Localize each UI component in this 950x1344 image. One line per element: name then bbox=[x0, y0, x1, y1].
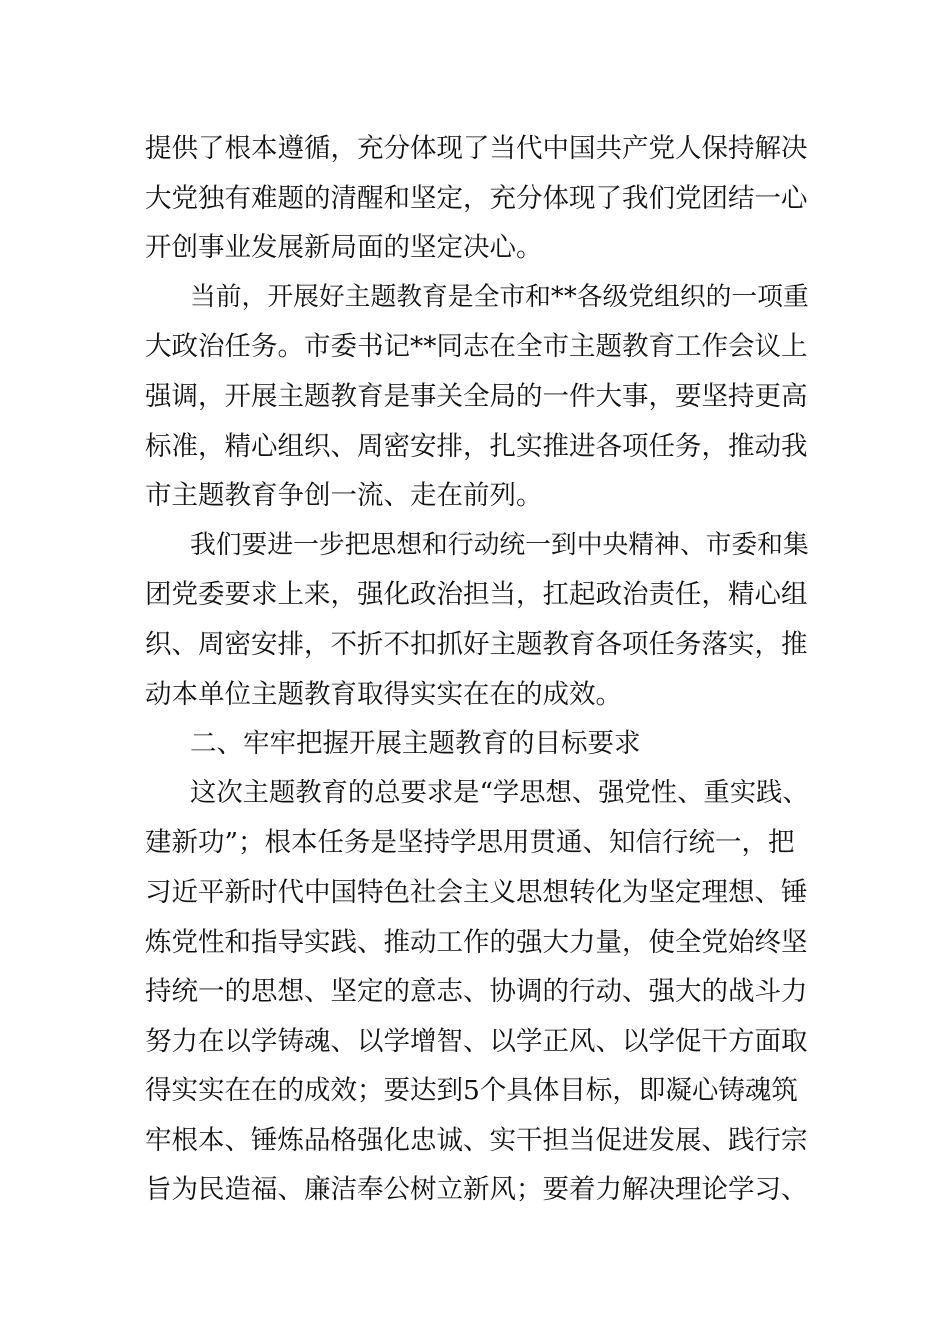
text-line: 强调，开展主题教育是事关全局的一件大事，要坚持更高 bbox=[145, 380, 808, 412]
text-line: 建新功”；根本任务是坚持学思用贯通、知信行统一，把 bbox=[145, 827, 795, 859]
text-line: 动本单位主题教育取得实实在在的成效。 bbox=[145, 678, 622, 710]
text-line: 习近平新时代中国特色社会主义思想转化为坚定理想、锤 bbox=[145, 876, 808, 908]
text-line: 开创事业发展新局面的坚定决心。 bbox=[145, 232, 543, 264]
paragraph-first-line: 这次主题教育的总要求是“学思想、强党性、重实践、 bbox=[190, 777, 809, 808]
text-line: 标准，精心组织、周密安排，扎实推进各项任务，推动我 bbox=[145, 430, 808, 462]
text-line: 大党独有难题的清醒和坚定，充分体现了我们党团结一心 bbox=[145, 182, 808, 214]
text-line: 努力在以学铸魂、以学增智、以学正风、以学促干方面取 bbox=[145, 1025, 808, 1057]
paragraph-first-line: 当前，开展好主题教育是全市和**各级党组织的一项重 bbox=[190, 281, 809, 312]
text-line: 织、周密安排，不折不扣抓好主题教育各项任务落实，推 bbox=[145, 628, 808, 660]
text-line: 炼党性和指导实践、推动工作的强大力量，使全党始终坚 bbox=[145, 926, 808, 958]
text-line: 团党委要求上来，强化政治担当，扛起政治责任，精心组 bbox=[145, 579, 808, 611]
text-line: 旨为民造福、廉洁奉公树立新风；要着力解决理论学习、 bbox=[145, 1174, 808, 1206]
text-line: 提供了根本遵循，充分体现了当代中国共产党人保持解决 bbox=[145, 133, 808, 164]
paragraph-first-line: 我们要进一步把思想和行动统一到中央精神、市委和集 bbox=[190, 529, 809, 560]
text-line: 得实实在在的成效；要达到5个具体目标，即凝心铸魂筑 bbox=[145, 1075, 798, 1107]
section-heading: 二、牢牢把握开展主题教育的目标要求 bbox=[190, 728, 641, 760]
text-line: 市主题教育争创一流、走在前列。 bbox=[145, 480, 543, 512]
text-line: 大政治任务。市委书记**同志在全市主题教育工作会议上 bbox=[145, 331, 808, 363]
body-text bbox=[145, 124, 809, 1215]
text-line: 持统一的思想、坚定的意志、协调的行动、强大的战斗力 bbox=[145, 976, 808, 1008]
text-line: 牢根本、锤炼品格强化忠诚、实干担当促进发展、践行宗 bbox=[145, 1124, 808, 1156]
